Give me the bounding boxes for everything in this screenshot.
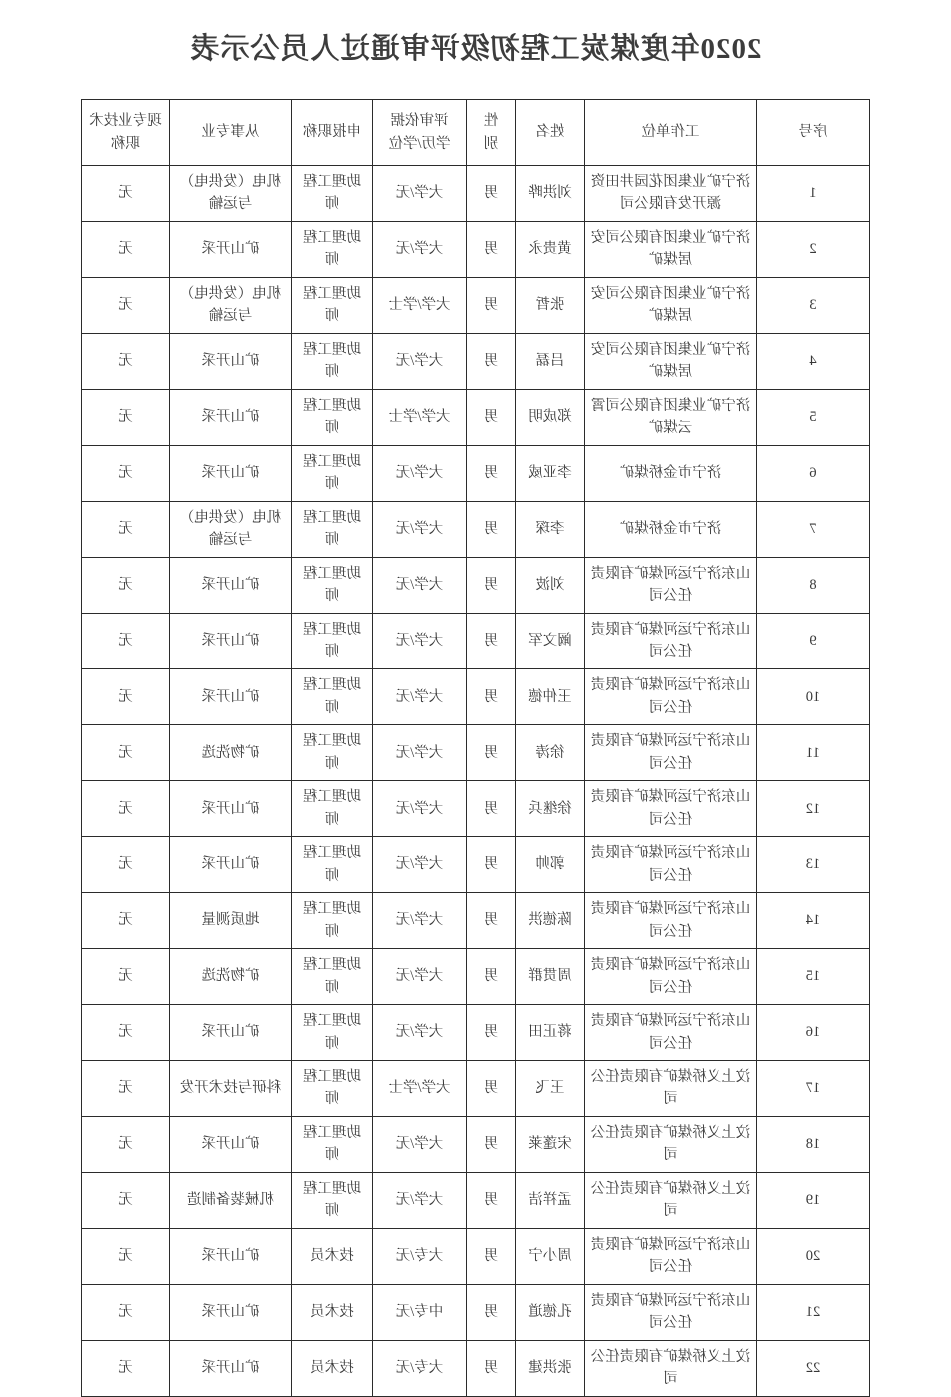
table-row (82, 1005, 870, 1061)
table-cell: 黄贵永 (516, 221, 585, 277)
table-cell: 助理工程师 (292, 949, 373, 1005)
table-cell: 助理工程师 (292, 501, 373, 557)
table-cell: 山东济宁运河煤矿有限责任公司 (585, 949, 757, 1005)
table-cell: 无 (82, 166, 170, 222)
table-cell: 矿山开采 (170, 669, 292, 725)
table-cell: 无 (82, 1284, 170, 1340)
table-cell: 13 (757, 837, 870, 893)
table-cell: 矿山开采 (170, 333, 292, 389)
table-cell: 1 (757, 166, 870, 222)
table-cell: 无 (82, 333, 170, 389)
table-cell: 助理工程师 (292, 781, 373, 837)
table-cell: 助理工程师 (292, 669, 373, 725)
table-row (82, 893, 870, 949)
table-row (82, 557, 870, 613)
page-title: 2020年度煤炭工程初级评审通过人员公示表 (189, 33, 762, 65)
table-cell: 助理工程师 (292, 277, 373, 333)
table-cell: 周贯群 (516, 949, 585, 1005)
table-cell: 21 (757, 1284, 870, 1340)
table-cell: 无 (82, 221, 170, 277)
table-cell: 无 (82, 1228, 170, 1284)
table-cell: 矿山开采 (170, 389, 292, 445)
table-cell: 大学/无 (373, 949, 467, 1005)
table-row (82, 1061, 870, 1117)
table-cell: 助理工程师 (292, 1172, 373, 1228)
table-cell: 济宁矿业集团有限公司安居煤矿 (585, 333, 757, 389)
table-cell: 无 (82, 389, 170, 445)
table-cell: 男 (467, 277, 516, 333)
review-table (81, 99, 870, 1397)
table-row (82, 166, 870, 222)
table-cell: 助理工程师 (292, 221, 373, 277)
table-cell: 男 (467, 221, 516, 277)
table-cell: 大学/学士 (373, 1061, 467, 1117)
table-cell: 李琛 (516, 501, 585, 557)
table-cell: 汶上义桥煤矿有限责任公司 (585, 1061, 757, 1117)
table-cell: 助理工程师 (292, 613, 373, 669)
table-row (82, 1340, 870, 1396)
table-row (82, 333, 870, 389)
table-cell: 男 (467, 333, 516, 389)
table-row (82, 389, 870, 445)
table-cell: 男 (467, 837, 516, 893)
table-cell: 助理工程师 (292, 445, 373, 501)
table-cell: 男 (467, 166, 516, 222)
table-cell: 大学/无 (373, 333, 467, 389)
table-cell: 济宁市金桥煤矿 (585, 445, 757, 501)
table-cell: 男 (467, 1061, 516, 1117)
table-cell: 男 (467, 893, 516, 949)
table-row (82, 501, 870, 557)
table-cell: 助理工程师 (292, 893, 373, 949)
table-cell: 无 (82, 1061, 170, 1117)
table-cell: 地质测量 (170, 893, 292, 949)
table-cell: 男 (467, 1340, 516, 1396)
table-cell: 刘波 (516, 557, 585, 613)
table-cell: 王仲德 (516, 669, 585, 725)
table-cell: 大学/学士 (373, 389, 467, 445)
header-cell-6: 从事专业 (170, 100, 292, 166)
table-cell: 矿物洗选 (170, 725, 292, 781)
table-cell: 5 (757, 389, 870, 445)
table-cell: 济宁矿业集团有限公司霄云煤矿 (585, 389, 757, 445)
table-cell: 技术员 (292, 1228, 373, 1284)
table-cell: 20 (757, 1228, 870, 1284)
table-cell: 机电（发供电）与运输 (170, 277, 292, 333)
header-cell-4: 评审依据学历/学位 (373, 100, 467, 166)
table-cell: 4 (757, 333, 870, 389)
table-cell: 助理工程师 (292, 837, 373, 893)
table-cell: 男 (467, 1228, 516, 1284)
table-cell: 山东济宁运河煤矿有限责任公司 (585, 669, 757, 725)
header-cell-3: 性别 (467, 100, 516, 166)
table-cell: 大学/无 (373, 781, 467, 837)
table-cell: 王飞 (516, 1061, 585, 1117)
table-cell: 无 (82, 837, 170, 893)
header-row (82, 100, 870, 166)
table-cell: 济宁矿业集团有限公司安居煤矿 (585, 277, 757, 333)
table-cell: 济宁矿业集团有限公司安居煤矿 (585, 221, 757, 277)
header-cell-7: 现专业技术职称 (82, 100, 170, 166)
table-cell: 矿山开采 (170, 1116, 292, 1172)
table-cell: 22 (757, 1340, 870, 1396)
table-cell: 助理工程师 (292, 1116, 373, 1172)
table-cell: 无 (82, 501, 170, 557)
table-cell: 矿山开采 (170, 1284, 292, 1340)
table-cell: 男 (467, 501, 516, 557)
table-cell: 陈德洪 (516, 893, 585, 949)
table-cell: 2 (757, 221, 870, 277)
table-cell: 男 (467, 949, 516, 1005)
table-cell: 12 (757, 781, 870, 837)
table-cell: 矿山开采 (170, 1005, 292, 1061)
table-cell: 山东济宁运河煤矿有限责任公司 (585, 1228, 757, 1284)
table-row (82, 781, 870, 837)
table-cell: 大学/无 (373, 445, 467, 501)
table-cell: 无 (82, 1116, 170, 1172)
table-cell: 19 (757, 1172, 870, 1228)
table-cell: 技术员 (292, 1340, 373, 1396)
table-cell: 8 (757, 557, 870, 613)
header-cell-0: 序号 (757, 100, 870, 166)
table-cell: 男 (467, 1116, 516, 1172)
table-cell: 3 (757, 277, 870, 333)
table-cell: 机械装备制造 (170, 1172, 292, 1228)
table-cell: 大学/无 (373, 1172, 467, 1228)
table-cell: 无 (82, 557, 170, 613)
table-cell: 济宁市金桥煤矿 (585, 501, 757, 557)
table-cell: 汶上义桥煤矿有限责任公司 (585, 1116, 757, 1172)
table-cell: 大学/无 (373, 669, 467, 725)
table-cell: 男 (467, 445, 516, 501)
table-cell: 无 (82, 893, 170, 949)
table-cell: 大学/无 (373, 166, 467, 222)
table-row (82, 1172, 870, 1228)
table-cell: 无 (82, 445, 170, 501)
table-cell: 阚文军 (516, 613, 585, 669)
table-cell: 技术员 (292, 1284, 373, 1340)
table-cell: 机电（发供电）与运输 (170, 501, 292, 557)
table-cell: 无 (82, 669, 170, 725)
table-cell: 济宁矿业集团花园井田资源开发有限公司 (585, 166, 757, 222)
table-cell: 山东济宁运河煤矿有限责任公司 (585, 781, 757, 837)
table-row (82, 1284, 870, 1340)
table-cell: 张哲 (516, 277, 585, 333)
table-cell: 大专/无 (373, 1228, 467, 1284)
table-cell: 无 (82, 1172, 170, 1228)
table-cell: 无 (82, 1005, 170, 1061)
table-row (82, 669, 870, 725)
table-cell: 大学/无 (373, 1116, 467, 1172)
table-cell: 大学/无 (373, 1005, 467, 1061)
table-cell: 15 (757, 949, 870, 1005)
table-cell: 无 (82, 725, 170, 781)
table-cell: 大专/无 (373, 1340, 467, 1396)
table-cell: 大学/无 (373, 221, 467, 277)
table-cell: 助理工程师 (292, 557, 373, 613)
table-cell: 郑成明 (516, 389, 585, 445)
table-cell: 9 (757, 613, 870, 669)
table-cell: 山东济宁运河煤矿有限责任公司 (585, 1005, 757, 1061)
table-cell: 矿物洗选 (170, 949, 292, 1005)
header-cell-2: 姓名 (516, 100, 585, 166)
table-body (82, 166, 870, 1397)
table-cell: 矿山开采 (170, 781, 292, 837)
table-row (82, 1116, 870, 1172)
table-cell: 无 (82, 1340, 170, 1396)
table-cell: 14 (757, 893, 870, 949)
table-cell: 李亚威 (516, 445, 585, 501)
table-cell: 山东济宁运河煤矿有限责任公司 (585, 1284, 757, 1340)
table-cell: 助理工程师 (292, 333, 373, 389)
table-cell: 男 (467, 613, 516, 669)
table-cell: 助理工程师 (292, 1005, 373, 1061)
table-cell: 山东济宁运河煤矿有限责任公司 (585, 893, 757, 949)
table-row (82, 949, 870, 1005)
table-cell: 矿山开采 (170, 1228, 292, 1284)
table-cell: 无 (82, 613, 170, 669)
table-cell: 矿山开采 (170, 1340, 292, 1396)
table-cell: 男 (467, 1284, 516, 1340)
table-cell: 刘洪晔 (516, 166, 585, 222)
table-cell: 10 (757, 669, 870, 725)
table-cell: 吕磊 (516, 333, 585, 389)
header-cell-1: 工作单位 (585, 100, 757, 166)
table-cell: 6 (757, 445, 870, 501)
table-cell: 助理工程师 (292, 166, 373, 222)
table-cell: 男 (467, 1172, 516, 1228)
table-cell: 孔德道 (516, 1284, 585, 1340)
table-cell: 无 (82, 781, 170, 837)
table-cell: 助理工程师 (292, 1061, 373, 1117)
table-row (82, 221, 870, 277)
table-cell: 大学/学士 (373, 277, 467, 333)
table-cell: 宋蓬莱 (516, 1116, 585, 1172)
table-cell: 大学/无 (373, 725, 467, 781)
table-row (82, 445, 870, 501)
table-cell: 山东济宁运河煤矿有限责任公司 (585, 725, 757, 781)
table-cell: 周小宁 (516, 1228, 585, 1284)
table-cell: 男 (467, 725, 516, 781)
table-cell: 大学/无 (373, 557, 467, 613)
table-cell: 16 (757, 1005, 870, 1061)
table-cell: 郭帅 (516, 837, 585, 893)
table-cell: 机电（发供电）与运输 (170, 166, 292, 222)
table-cell: 无 (82, 277, 170, 333)
table-cell: 大学/无 (373, 837, 467, 893)
table-cell: 汶上义桥煤矿有限责任公司 (585, 1340, 757, 1396)
table-cell: 7 (757, 501, 870, 557)
table-cell: 蒋正田 (516, 1005, 585, 1061)
table-cell: 矿山开采 (170, 221, 292, 277)
table-cell: 助理工程师 (292, 725, 373, 781)
table-cell: 矿山开采 (170, 445, 292, 501)
table-row (82, 1228, 870, 1284)
mirrored-page (0, 26, 951, 1388)
table-cell: 大学/无 (373, 893, 467, 949)
table-row (82, 837, 870, 893)
table-cell: 18 (757, 1116, 870, 1172)
table-cell: 男 (467, 781, 516, 837)
table-cell: 大学/无 (373, 613, 467, 669)
table-cell: 山东济宁运河煤矿有限责任公司 (585, 613, 757, 669)
table-cell: 11 (757, 725, 870, 781)
table-cell: 孟祥洁 (516, 1172, 585, 1228)
table-cell: 男 (467, 557, 516, 613)
table-cell: 汶上义桥煤矿有限责任公司 (585, 1172, 757, 1228)
table-cell: 男 (467, 1005, 516, 1061)
table-cell: 无 (82, 949, 170, 1005)
table-row (82, 725, 870, 781)
table-cell: 中专/无 (373, 1284, 467, 1340)
table-cell: 17 (757, 1061, 870, 1117)
table-cell: 大学/无 (373, 501, 467, 557)
table-row (82, 613, 870, 669)
table-cell: 矿山开采 (170, 613, 292, 669)
table-cell: 助理工程师 (292, 389, 373, 445)
table-cell: 科研与技术开发 (170, 1061, 292, 1117)
table-cell: 徐继兵 (516, 781, 585, 837)
table-cell: 张洪建 (516, 1340, 585, 1396)
table-cell: 徐涛 (516, 725, 585, 781)
table-cell: 山东济宁运河煤矿有限责任公司 (585, 557, 757, 613)
table-cell: 矿山开采 (170, 557, 292, 613)
table-cell: 男 (467, 389, 516, 445)
table-cell: 山东济宁运河煤矿有限责任公司 (585, 837, 757, 893)
table-cell: 男 (467, 669, 516, 725)
table-cell: 矿山开采 (170, 837, 292, 893)
header-cell-5: 申报职称 (292, 100, 373, 166)
table-row (82, 277, 870, 333)
